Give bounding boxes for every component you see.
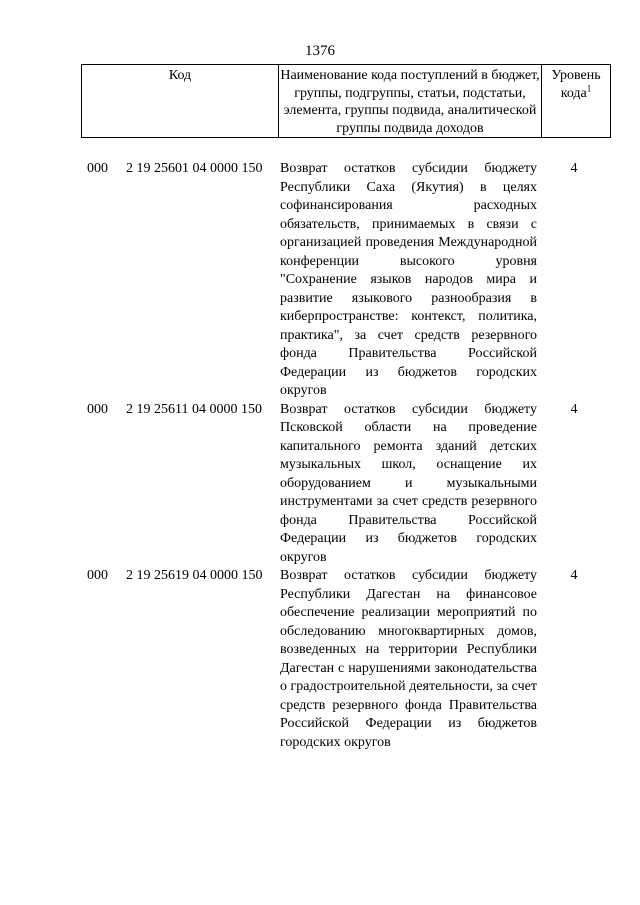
revenue-code: 2 19 25619 04 0000 150 bbox=[126, 568, 263, 583]
admin-code: 000 bbox=[87, 568, 108, 583]
header-name: Наименование кода поступлений в бюджет, группы, подгруппы, статьи, подстатьи, элемента, группы подвида, аналитической группы подвида доходов bbox=[278, 65, 542, 137]
header-level bbox=[542, 65, 610, 139]
page-number: 1376 bbox=[305, 43, 335, 59]
revenue-name: Возврат остатков субсидии бюджету Республики Саха (Якутия) в целях софинансирования расходных обязательств, принимаемых в связи с организацией проведения Международной конференции высокого уровня "Сохранение языков народов мира и развитие языкового разнообразия в киберпространстве: контекст, политика, практика", за счет средств резервного фонда Правительства Российской Федерации из бюджетов городских округов bbox=[280, 161, 537, 398]
revenue-code: 2 19 25601 04 0000 150 bbox=[126, 161, 263, 176]
header-level-label: Уровень кода bbox=[551, 68, 601, 101]
table-body bbox=[0, 160, 640, 752]
table-row bbox=[0, 567, 640, 752]
admin-code: 000 bbox=[87, 161, 108, 176]
code-level: 4 bbox=[570, 568, 578, 583]
revenue-name: Возврат остатков субсидии бюджету Псковской области на проведение капитального ремонта зданий детских музыкальных школ, оснащение их оборудованием и музыкальными инструментами за счет средств резервного фонда Правительства Российской Федерации из бюджетов городских округов bbox=[280, 401, 537, 565]
code-level: 4 bbox=[570, 401, 578, 417]
admin-code: 000 bbox=[87, 401, 108, 417]
header-code: Код bbox=[168, 68, 192, 83]
revenue-code: 2 19 25611 04 0000 150 bbox=[126, 401, 262, 417]
revenue-name: Возврат остатков субсидии бюджету Республики Дагестан на финансовое обеспечение реализации мероприятий по обследованию многоквартирных домов, возведенных на территории Республики Дагестан с нарушениями законодательства о градостроительной деятельности, за счет средств резервного фонда Правительства Российской Федерации из бюджетов городских округов bbox=[280, 568, 537, 750]
table-row bbox=[0, 160, 640, 401]
code-level: 4 bbox=[570, 161, 578, 176]
footnote-marker: 1 bbox=[586, 82, 592, 93]
table-row bbox=[0, 401, 640, 568]
table-header bbox=[81, 64, 611, 138]
